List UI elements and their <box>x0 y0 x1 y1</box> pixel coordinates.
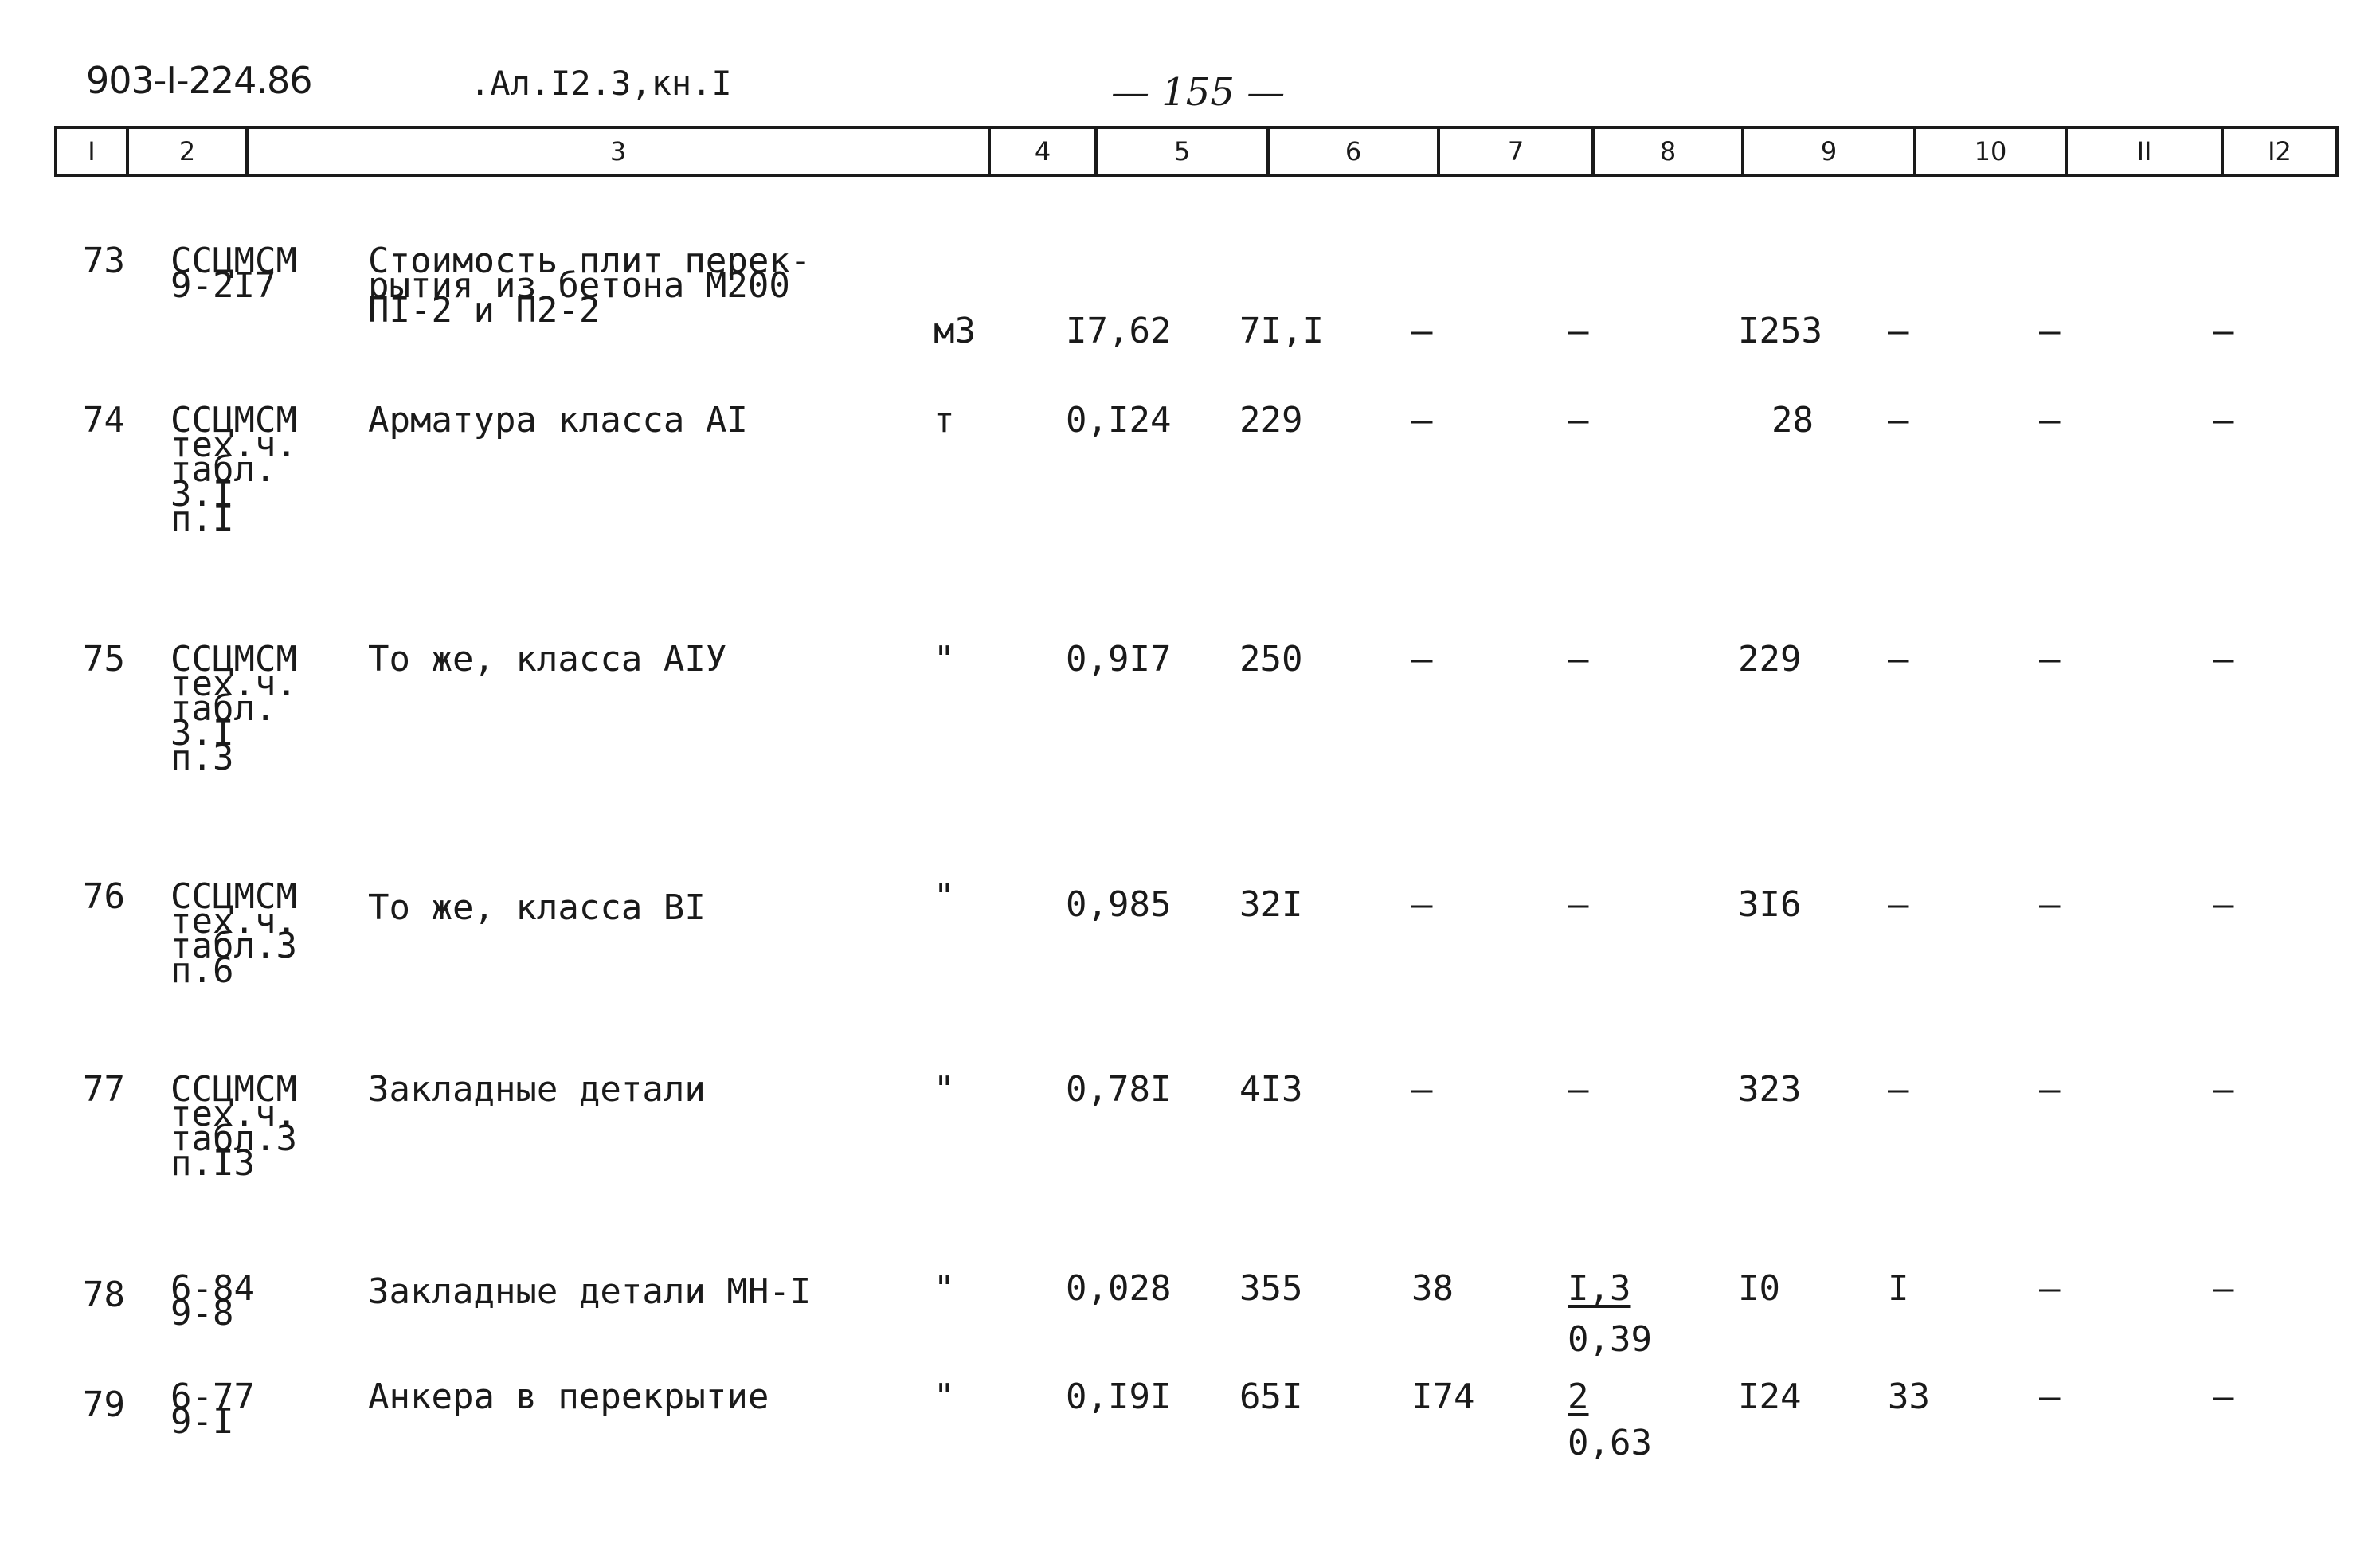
col-11-value: – <box>2039 1268 2061 1309</box>
col-11-value: – <box>2039 311 2061 351</box>
row-number: 79 <box>83 1384 125 1425</box>
col-num-2: 2 <box>126 129 245 174</box>
col-7-value: – <box>1411 1069 1433 1110</box>
unit: м3 <box>934 311 976 351</box>
col-11-value: – <box>2039 1069 2061 1110</box>
col-num-4: 4 <box>988 129 1094 174</box>
col-7-value: I74 <box>1411 1377 1475 1417</box>
price-reference: 6-84 9-8 <box>170 1268 255 1333</box>
row-number: 75 <box>83 639 125 679</box>
work-description: То же, класса ВI <box>368 887 706 928</box>
work-description: Закладные детали <box>368 1069 706 1110</box>
col-7-value: – <box>1411 400 1433 441</box>
price-reference: ССЦМСМ тех.ч. табл.3 п.6 <box>170 876 297 991</box>
quantity: 0,I9I <box>1066 1377 1172 1417</box>
col-12-value: – <box>2213 311 2234 351</box>
col-7-value: – <box>1411 311 1433 351</box>
row-number: 78 <box>83 1275 125 1315</box>
quantity: I7,62 <box>1066 311 1172 351</box>
col-9-value: 3I6 <box>1738 884 1802 925</box>
col-10-value: I <box>1888 1268 1909 1309</box>
row-number: 74 <box>83 400 125 441</box>
unit-price: 65I <box>1239 1377 1303 1417</box>
col-8-value: – <box>1568 311 1589 351</box>
col-9-value: I24 <box>1738 1377 1802 1417</box>
price-reference: 6-77 9-I <box>170 1377 255 1442</box>
col-8-value: – <box>1568 639 1589 679</box>
col-num-12: I2 <box>2221 129 2335 174</box>
row-number: 76 <box>83 876 125 917</box>
col-8-value: – <box>1568 400 1589 441</box>
price-reference: ССЦМСМ тех.ч. табл. 3.I п.I <box>170 400 297 539</box>
col-9-value: 28 <box>1771 400 1814 441</box>
page-number: — 155 — <box>1111 70 1286 115</box>
unit: " <box>934 876 955 917</box>
work-description: Стоимость плит перек- рытия из бетона М200 ПI-2 и П2-2 <box>368 241 812 331</box>
unit-price: 355 <box>1239 1268 1303 1309</box>
col-num-8: 8 <box>1591 129 1741 174</box>
col-12-value: – <box>2213 1069 2234 1110</box>
price-reference: ССЦМСМ 9-2I7 <box>170 241 297 306</box>
col-8-numerator: I,3 <box>1568 1268 1631 1309</box>
work-description: Закладные детали МН-I <box>368 1271 812 1312</box>
col-8-denominator: 0,63 <box>1568 1423 1652 1463</box>
col-10-value: – <box>1888 311 1909 351</box>
col-10-value: – <box>1888 400 1909 441</box>
col-7-value: – <box>1411 639 1433 679</box>
col-12-value: – <box>2213 1268 2234 1309</box>
col-num-9: 9 <box>1741 129 1913 174</box>
col-num-10: 10 <box>1913 129 2065 174</box>
unit: " <box>934 1377 955 1417</box>
col-9-value: 229 <box>1738 639 1802 679</box>
col-10-value: – <box>1888 884 1909 925</box>
unit-price: 7I,I <box>1239 311 1324 351</box>
unit-price: 250 <box>1239 639 1303 679</box>
col-9-value: 323 <box>1738 1069 1802 1110</box>
col-num-3: 3 <box>245 129 988 174</box>
sheet-reference: .Ал.I2.3,кн.I <box>470 64 732 103</box>
col-9-value: I0 <box>1738 1268 1780 1309</box>
quantity: 0,I24 <box>1066 400 1172 441</box>
work-description: Анкера в перекрытие <box>368 1377 769 1417</box>
unit: " <box>934 639 955 679</box>
unit-price: 229 <box>1239 400 1303 441</box>
col-11-value: – <box>2039 884 2061 925</box>
col-8-denominator: 0,39 <box>1568 1319 1652 1360</box>
unit-price: 32I <box>1239 884 1303 925</box>
work-description: Арматура класса АI <box>368 400 748 441</box>
col-8-value: – <box>1568 1069 1589 1110</box>
col-11-value: – <box>2039 1377 2061 1417</box>
col-7-value: – <box>1411 884 1433 925</box>
col-12-value: – <box>2213 1377 2234 1417</box>
col-10-value: – <box>1888 639 1909 679</box>
col-9-value: I253 <box>1738 311 1822 351</box>
col-8-value: – <box>1568 884 1589 925</box>
quantity: 0,78I <box>1066 1069 1172 1110</box>
col-7-value: 38 <box>1411 1268 1454 1309</box>
col-num-1: I <box>88 136 96 166</box>
unit: т <box>934 400 955 441</box>
quantity: 0,9I7 <box>1066 639 1172 679</box>
col-8-numerator: 2 <box>1568 1377 1589 1417</box>
price-reference: ССЦМСМ тех.ч. табл. 3.I п.3 <box>170 639 297 778</box>
col-10-value: – <box>1888 1069 1909 1110</box>
unit: " <box>934 1069 955 1110</box>
col-10-value: 33 <box>1888 1377 1930 1417</box>
work-description: То же, класса АIУ <box>368 639 727 679</box>
col-num-5: 5 <box>1094 129 1266 174</box>
col-11-value: – <box>2039 639 2061 679</box>
unit-price: 4I3 <box>1239 1069 1303 1110</box>
col-num-11: II <box>2065 129 2221 174</box>
col-num-6: 6 <box>1266 129 1437 174</box>
col-11-value: – <box>2039 400 2061 441</box>
row-number: 77 <box>83 1069 125 1110</box>
price-reference: ССЦМСМ тех.ч. табл.3 п.I3 <box>170 1069 297 1184</box>
quantity: 0,028 <box>1066 1268 1172 1309</box>
quantity: 0,985 <box>1066 884 1172 925</box>
row-number: 73 <box>83 241 125 281</box>
doc-code: 903-I-224.86 <box>86 59 312 102</box>
col-12-value: – <box>2213 884 2234 925</box>
col-12-value: – <box>2213 639 2234 679</box>
col-num-7: 7 <box>1437 129 1591 174</box>
col-12-value: – <box>2213 400 2234 441</box>
unit: " <box>934 1268 955 1309</box>
